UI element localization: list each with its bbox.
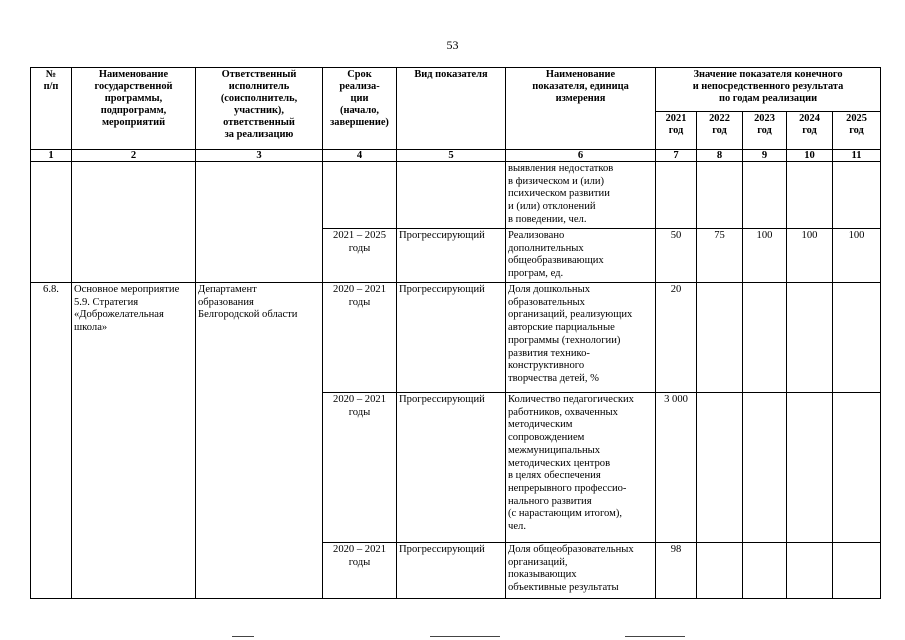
column-number: 5 [397, 150, 506, 162]
header-num: № п/п [31, 68, 72, 150]
row-value-2023: 100 [743, 229, 787, 283]
row-value-2021 [656, 162, 697, 229]
row-value-2024 [787, 543, 833, 599]
row-indicator-name: Доля общеобразовательных организаций, показывающих объективные результаты [506, 543, 656, 599]
row-indicator-type [397, 162, 506, 229]
row-program [72, 162, 196, 283]
column-number: 6 [506, 150, 656, 162]
column-number: 9 [743, 150, 787, 162]
row-program: Основное мероприятие 5.9. Стратегия «Доброжелательная школа» [72, 283, 196, 599]
column-number: 3 [196, 150, 323, 162]
column-number: 11 [833, 150, 881, 162]
row-value-2024 [787, 162, 833, 229]
row-value-2023 [743, 162, 787, 229]
header-year-2024: 2024 год [787, 112, 833, 150]
program-indicators-table [30, 67, 881, 599]
row-value-2023 [743, 393, 787, 543]
row-indicator-name: Количество педагогических работников, охваченных методическим сопровождением межмуниципальных методических центров в целях обеспечения непрерывного профессио- нального развития (с нарастающим итогом), чел. [506, 393, 656, 543]
row-num [31, 162, 72, 283]
row-executor [196, 162, 323, 283]
row-executor: Департамент образования Белгородской области [196, 283, 323, 599]
header-year-2025: 2025 год [833, 112, 881, 150]
row-value-2022 [697, 543, 743, 599]
header-indicator-name: Наименование показателя, единица измерения [506, 68, 656, 150]
row-value-2022 [697, 393, 743, 543]
header-values-group: Значение показателя конечного и непосредственного результата по годам реализации [656, 68, 881, 112]
row-period [323, 162, 397, 229]
header-year-2022: 2022 год [697, 112, 743, 150]
header-executor: Ответственный исполнитель (соисполнитель, участник), ответственный за реализацию [196, 68, 323, 150]
row-indicator-type: Прогрессирующий [397, 283, 506, 393]
row-value-2025 [833, 543, 881, 599]
row-num: 6.8. [31, 283, 72, 599]
header-year-2023: 2023 год [743, 112, 787, 150]
scan-artifact-line [232, 636, 254, 637]
row-value-2024 [787, 393, 833, 543]
column-number: 8 [697, 150, 743, 162]
scan-artifact-line [625, 636, 685, 637]
table-row [31, 162, 881, 229]
row-period: 2020 – 2021 годы [323, 393, 397, 543]
header-indicator-type: Вид показателя [397, 68, 506, 150]
header-period: Срок реализа- ции (начало, завершение) [323, 68, 397, 150]
row-value-2021: 3 000 [656, 393, 697, 543]
column-number: 7 [656, 150, 697, 162]
row-value-2021: 20 [656, 283, 697, 393]
row-indicator-type: Прогрессирующий [397, 543, 506, 599]
row-value-2021: 50 [656, 229, 697, 283]
row-value-2025: 100 [833, 229, 881, 283]
column-number: 2 [72, 150, 196, 162]
row-value-2025 [833, 283, 881, 393]
table-row [31, 283, 881, 393]
row-value-2022 [697, 162, 743, 229]
row-value-2024: 100 [787, 229, 833, 283]
row-value-2023 [743, 283, 787, 393]
row-value-2023 [743, 543, 787, 599]
row-indicator-name: Доля дошкольных образовательных организаций, реализующих авторские парциальные программы (технологии) развития технико- конструктивного творчества детей, % [506, 283, 656, 393]
row-value-2025 [833, 162, 881, 229]
row-indicator-name: Реализовано дополнительных общеобразвивающих програм, ед. [506, 229, 656, 283]
page-number: 53 [446, 38, 459, 52]
column-number: 1 [31, 150, 72, 162]
row-value-2021: 98 [656, 543, 697, 599]
row-value-2022 [697, 283, 743, 393]
row-value-2022: 75 [697, 229, 743, 283]
row-period: 2021 – 2025 годы [323, 229, 397, 283]
row-indicator-type: Прогрессирующий [397, 393, 506, 543]
row-indicator-type: Прогрессирующий [397, 229, 506, 283]
row-value-2025 [833, 393, 881, 543]
row-period: 2020 – 2021 годы [323, 283, 397, 393]
header-program: Наименование государственной программы, подпрограмм, мероприятий [72, 68, 196, 150]
column-number: 4 [323, 150, 397, 162]
row-indicator-name: выявления недостатков в физическом и (или) психическом развитии и (или) отклонений в поведении, чел. [506, 162, 656, 229]
scan-artifact-line [430, 636, 500, 637]
column-number: 10 [787, 150, 833, 162]
row-period: 2020 – 2021 годы [323, 543, 397, 599]
row-value-2024 [787, 283, 833, 393]
header-year-2021: 2021 год [656, 112, 697, 150]
